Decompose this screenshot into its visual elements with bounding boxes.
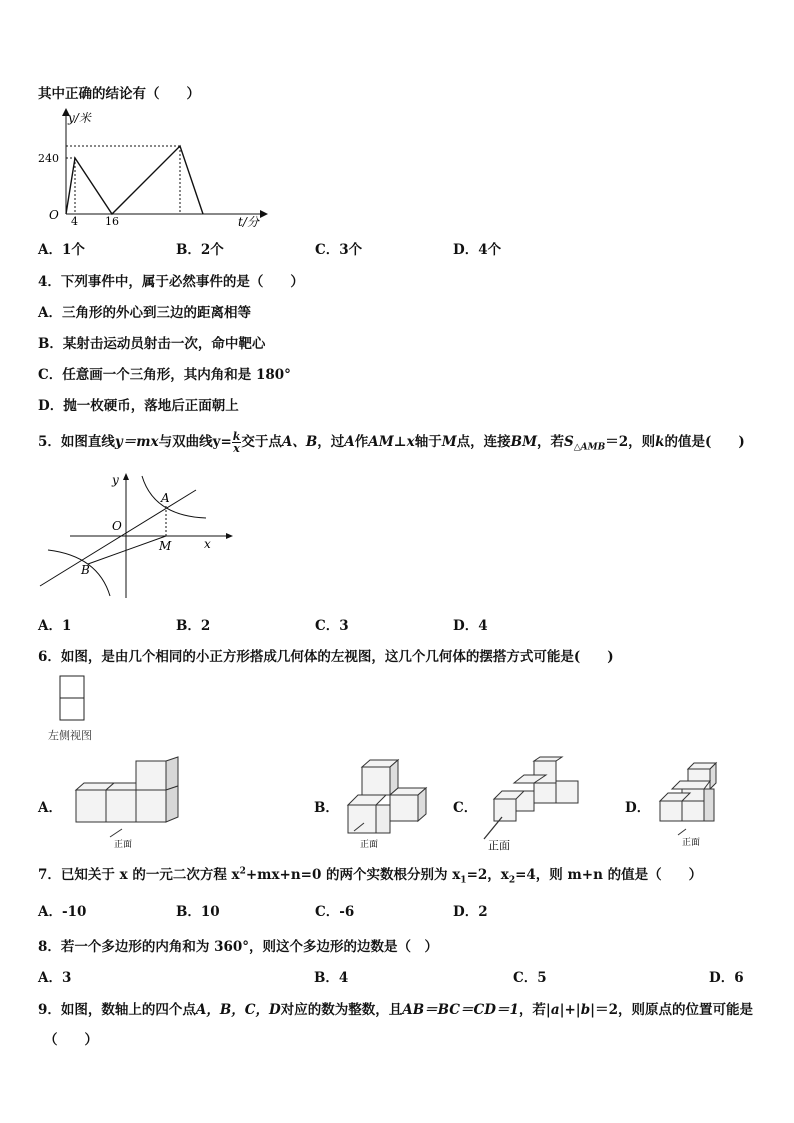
q6-option-a-figure	[70, 757, 200, 852]
q6-option-b-figure	[338, 757, 438, 857]
q5-origin: O	[112, 519, 122, 533]
q5-option-b[interactable]: B．2	[176, 618, 211, 634]
q6-option-c-figure	[478, 757, 588, 852]
q5-option-a[interactable]: A．1	[38, 618, 72, 634]
q4-option-c[interactable]: C．任意画一个三角形，其内角和是 180°	[38, 367, 291, 383]
q6-option-d-figure	[652, 763, 752, 853]
q6-option-d[interactable]: D．	[625, 800, 651, 816]
q8-option-a[interactable]: A．3	[38, 970, 72, 986]
q6-option-b[interactable]: B．	[314, 800, 339, 816]
q8-option-b[interactable]: B．4	[314, 970, 349, 986]
q3-y-tick: 240	[38, 152, 59, 165]
q5-point-m: M	[159, 539, 172, 553]
q3-option-b[interactable]: B．2个	[176, 242, 224, 258]
q6-option-c-front: 正面	[488, 839, 510, 852]
q5-y-label: y	[112, 473, 119, 487]
q5-stem: 5．如图直线y＝mx与双曲线y= $\frac{k}{x}$ 交于点A、B，过A作AM⊥x轴于M点，连接BM，若$S_{\triangle AMB}=2$，则k的值是( )	[38, 430, 745, 455]
q7-option-c[interactable]: C．-6	[315, 904, 355, 920]
q3-x-label: t/分	[238, 215, 259, 229]
q3-origin: O	[49, 208, 59, 222]
q8-stem: 8．若一个多边形的内角和为 360°，则这个多边形的边数是（ ）	[38, 939, 439, 955]
q7-option-b[interactable]: B．10	[176, 904, 220, 920]
q3-stem-tail: 其中正确的结论有（ ）	[38, 86, 200, 102]
q3-option-a[interactable]: A．1个	[38, 242, 85, 258]
q8-option-d[interactable]: D．6	[709, 970, 744, 986]
q7-stem: 7．已知关于 x 的一元二次方程 $x^2+mx+n=0$ 的两个实数根分别为 $x_1=2$，$x_2=4$，则 m+n 的值是（ ）	[38, 866, 703, 886]
q3-x-tick-2: 16	[105, 215, 119, 228]
q4-option-b[interactable]: B．某射击运动员射击一次，命中靶心	[38, 336, 266, 352]
q3-graph	[38, 108, 268, 228]
q7-option-d[interactable]: D．2	[453, 904, 488, 920]
q9-stem: 9．如图，数轴上的四个点A，B，C，D对应的数为整数，且AB＝BC＝CD＝1，若|a|+|b|＝2，则原点的位置可能是	[38, 1002, 753, 1018]
q6-stem: 6．如图，是由几个相同的小正方形搭成几何体的左视图，这几个几何体的摆搭方式可能是( )	[38, 649, 614, 665]
q3-y-label: y/米	[68, 111, 91, 125]
q6-option-a[interactable]: A．	[38, 800, 62, 816]
q5-option-d[interactable]: D．4	[453, 618, 488, 634]
q3-option-d[interactable]: D．4个	[453, 242, 502, 258]
q5-x-label: x	[204, 537, 211, 551]
q6-option-a-front: 正面	[114, 840, 133, 850]
q7-option-a[interactable]: A．-10	[38, 904, 87, 920]
q6-option-b-front: 正面	[360, 840, 379, 850]
q6-view-caption: 左侧视图	[48, 729, 92, 742]
q8-option-c[interactable]: C．5	[513, 970, 547, 986]
q6-option-d-front: 正面	[682, 838, 701, 848]
q4-option-d[interactable]: D．抛一枚硬币，落地后正面朝上	[38, 398, 239, 414]
q4-option-a[interactable]: A．三角形的外心到三边的距离相等	[38, 305, 251, 321]
q4-stem: 4．下列事件中，属于必然事件的是（ ）	[38, 274, 304, 290]
q5-option-c[interactable]: C．3	[315, 618, 349, 634]
q6-option-c[interactable]: C．	[453, 800, 478, 816]
q9-stem-line2: （ ）	[44, 1032, 98, 1048]
q3-x-tick-1: 4	[71, 215, 78, 228]
q5-graph	[38, 470, 238, 600]
q5-point-a: A	[161, 491, 170, 505]
q5-point-b: B	[81, 563, 90, 577]
q6-left-view	[48, 676, 118, 746]
q3-option-c[interactable]: C．3个	[315, 242, 363, 258]
